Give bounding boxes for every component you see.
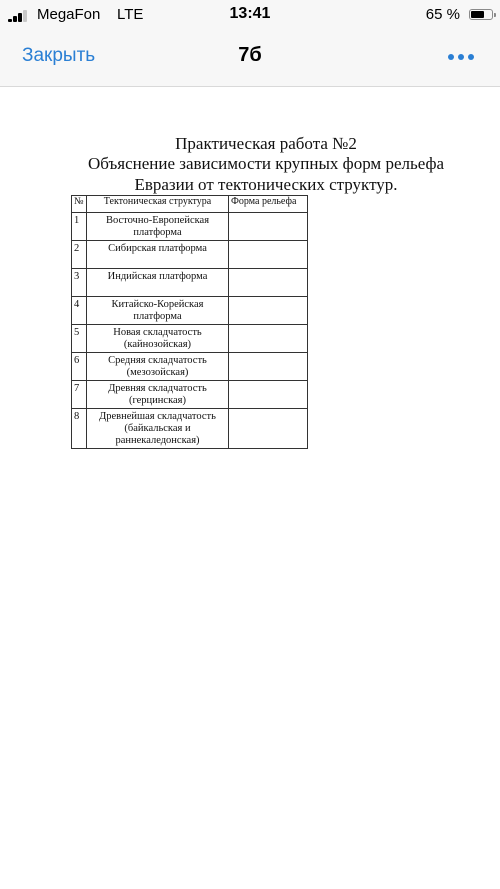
row-structure xyxy=(87,269,229,297)
carrier-name: MegaFon xyxy=(37,6,101,23)
table-row xyxy=(72,297,308,325)
status-bar xyxy=(0,0,500,30)
row-structure xyxy=(87,409,229,449)
row-number: 4 xyxy=(72,297,87,325)
header-relief-form: Форма рельефа xyxy=(229,196,308,213)
row-relief-form xyxy=(229,409,308,449)
row-number: 3 xyxy=(72,269,87,297)
row-structure xyxy=(87,325,229,353)
more-dot-icon xyxy=(458,54,464,60)
row-relief-form xyxy=(229,325,308,353)
row-number: 2 xyxy=(72,241,87,269)
document-title-line-3: Евразии от тектонических структур. xyxy=(134,175,398,194)
structure-line: Древнейшая складчатость xyxy=(99,411,216,422)
battery-icon xyxy=(469,9,493,20)
structure-line: (герцинская) xyxy=(128,395,187,406)
header-structure: Тектоническая структура xyxy=(87,196,229,213)
row-relief-form xyxy=(229,213,308,241)
structure-line: раннекаледонская) xyxy=(115,435,200,446)
row-number: 6 xyxy=(72,353,87,381)
row-number: 5 xyxy=(72,325,87,353)
page-title: 7б xyxy=(238,44,262,66)
structure-line: Китайско-Корейская xyxy=(111,299,204,310)
table-row xyxy=(72,353,308,381)
row-structure xyxy=(87,213,229,241)
structure-line: (мезозойская) xyxy=(126,367,189,378)
row-relief-form xyxy=(229,353,308,381)
row-relief-form xyxy=(229,241,308,269)
more-dot-icon xyxy=(468,54,474,60)
table-header-row xyxy=(72,196,308,213)
document-title-line-1: Практическая работа №2 xyxy=(175,134,357,153)
row-structure xyxy=(87,297,229,325)
structure-line: Новая складчатость xyxy=(113,327,202,338)
structure-line: Средняя складчатость xyxy=(108,355,207,366)
structure-line: Древняя складчатость xyxy=(108,383,207,394)
more-dot-icon xyxy=(448,54,454,60)
row-relief-form xyxy=(229,269,308,297)
row-number: 7 xyxy=(72,381,87,409)
structure-line: Индийская платформа xyxy=(107,271,208,282)
work-table xyxy=(71,195,308,449)
battery-percent: 65 % xyxy=(425,6,460,23)
table-row xyxy=(72,213,308,241)
row-structure xyxy=(87,381,229,409)
status-time: 13:41 xyxy=(229,5,271,22)
table-row xyxy=(72,381,308,409)
structure-line: Восточно-Европейская xyxy=(105,215,210,226)
navigation-bar xyxy=(0,30,500,87)
table-row xyxy=(72,269,308,297)
structure-line: платформа xyxy=(133,311,182,322)
document-view[interactable] xyxy=(0,87,500,889)
row-structure xyxy=(87,353,229,381)
header-number: № xyxy=(72,196,87,213)
row-structure xyxy=(87,241,229,269)
structure-line: (байкальская и xyxy=(124,423,191,434)
table-row xyxy=(72,241,308,269)
table-row xyxy=(72,409,308,449)
row-number: 1 xyxy=(72,213,87,241)
more-options-button[interactable] xyxy=(448,54,474,60)
row-relief-form xyxy=(229,381,308,409)
close-button[interactable]: Закрыть xyxy=(22,45,96,66)
document-title-line-2: Объяснение зависимости крупных форм рельефа xyxy=(87,154,445,173)
structure-line: платформа xyxy=(133,227,182,238)
row-relief-form xyxy=(229,297,308,325)
structure-line: Сибирская платформа xyxy=(108,243,207,254)
row-number: 8 xyxy=(72,409,87,449)
battery-level xyxy=(471,11,484,18)
network-type: LTE xyxy=(117,6,144,23)
structure-line: (кайнозойская) xyxy=(123,339,192,350)
table-row xyxy=(72,325,308,353)
